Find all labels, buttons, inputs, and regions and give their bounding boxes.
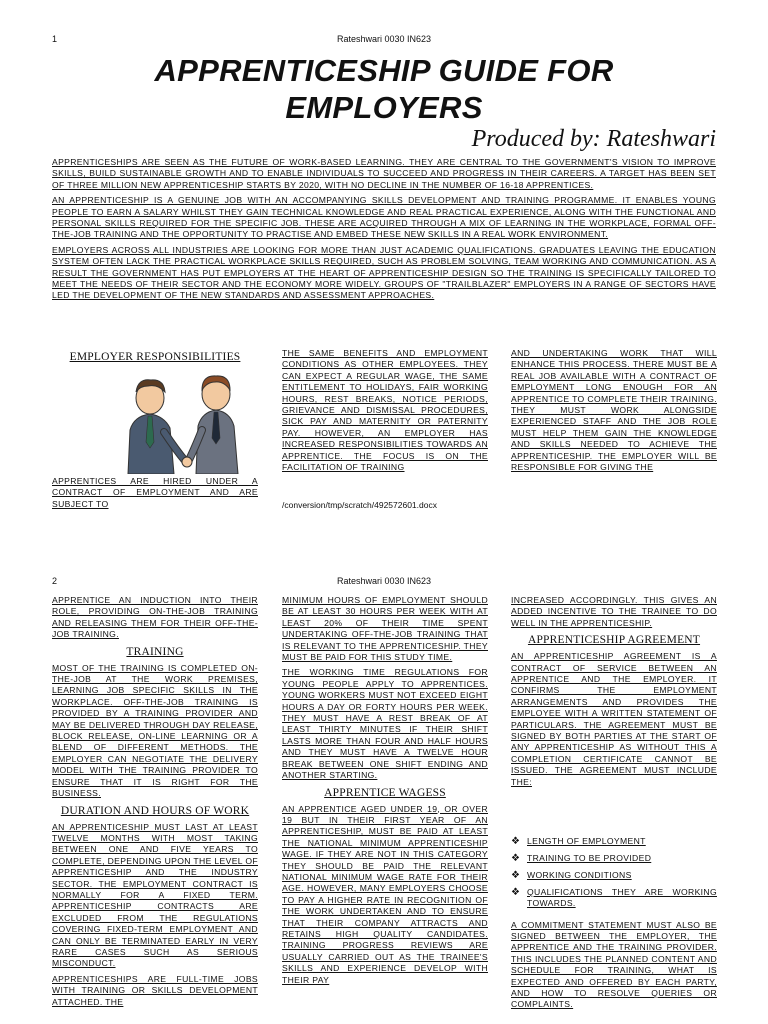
section-heading-wages: APPRENTICE WAGESS <box>324 786 446 799</box>
byline: Produced by: Rateshwari <box>471 126 716 152</box>
header-text: Rateshwari 0030 IN623 <box>336 34 432 44</box>
body-paragraph: THE SAME BENEFITS AND EMPLOYMENT CONDITIONS AS OTHER EMPLOYEES. THEY CAN EXPECT A REGULAR WAGE, THE SAME ENTITLEMENT TO HOLIDAYS, FAIR WORKING HOURS, REST BREAKS, NOTICE PERIODS, GRIEVANCE AND DISMISSAL PROCEDURES, SICK PAY AND MATERNITY OR PATERNITY PAY. HOWEVER, AN EMPLOYER HAS INCREASED RESPONSIBILITIES TOWARDS AN APPRENTICE. THE FOCUS IS ON THE FACILITATION OF TRAINING <box>282 348 488 473</box>
body-paragraph: THE WORKING TIME REGULATIONS FOR YOUNG PEOPLE APPLY TO APPRENTICES. YOUNG WORKERS MUST NOT EXCEED EIGHT HOURS A DAY OR FORTY HOURS PER WEEK. THEY MUST HAVE A REST BREAK OF AT LEAST THIRTY MINUTES IF THEIR SHIFT LASTS MORE THAN FOUR AND HALF HOURS AND THEY MUST HAVE A TWELVE HOUR BREAK BETWEEN ONE SHIFT ENDING AND ANOTHER STARTING. <box>282 667 488 781</box>
body-paragraph: INCREASED ACCORDINGLY. THIS GIVES AN ADDED INCENTIVE TO THE TRAINEE TO DO WELL IN THE APPRENTICESHIP. <box>511 595 717 628</box>
body-paragraph: AN APPRENTICESHIP AGREEMENT IS A CONTRACT OF SERVICE BETWEEN AN APPRENTICE AND THE EMPLOYER. IT CONFIRMS THE EMPLOYMENT ARRANGEMENTS AND PROVIDES THE EMPLOYEE WITH A WRITTEN STATEMENT OF PARTICULARS. THE AGREEMENT MUST BE SIGNED BY BOTH PARTIES AT THE START OF ANY APPRENTICESHIP AS WITHOUT THIS A COMPLETION CERTIFICATE CANNOT BE ISSUED. THE AGREEMENT MUST INCLUDE THE: <box>511 651 717 787</box>
column-1 <box>52 348 258 514</box>
body-paragraph: APPRENTICES ARE HIRED UNDER A CONTRACT OF EMPLOYMENT AND ARE SUBJECT TO <box>52 476 258 509</box>
diamond-bullet-icon: ❖ <box>511 853 521 864</box>
body-paragraph: AN APPRENTICE AGED UNDER 19, OR OVER 19 BUT IN THEIR FIRST YEAR OF AN APPRENTICESHIP, MUST BE PAID AT LEAST THE NATIONAL MINIMUM APPRENTICESHIP WAGE. IF THEY ARE NOT IN THIS CATEGORY THEY SHOULD BE PAID THE RELEVANT NATIONAL MINIMUM WAGE RATE FOR THEIR AGE. HOWEVER, MANY EMPLOYERS CHOOSE TO PAY A HIGHER RATE IN RECOGNITION OF THE WORK UNDERTAKEN AND TO ENSURE THAT THEIR COMPANY ATTRACTS AND RETAINS HIGH QUALITY CANDIDATES. TRAINING PROGRESS REVIEWS ARE USUALLY CARRIED OUT AS THE TRAINEE'S SKILLS AND EXPERIENCE DEVELOP WITH THEIR PAY <box>282 803 488 985</box>
page-header <box>0 34 768 48</box>
body-paragraph: MOST OF THE TRAINING IS COMPLETED ON-THE-JOB AT THE WORK PREMISES, LEARNING JOB SPECIFIC SKILLS IN THE WORKPLACE. OFF-THE-JOB TRAINING IS PROVIDED BY A TRAINING PROVIDER AND MAY BE DELIVERED THROUGH DAY RELEASE, BLOCK RELEASE, ON-LINE LEARNING OR A BLEND OF DIFFERENT METHODS. THE EMPLOYER CAN NEGOTIATE THE DELIVERY MODEL WITH THE TRAINING PROVIDER TO ENSURE THAT IT IS RIGHT FOR THE BUSINESS. <box>52 662 258 799</box>
body-paragraph: AND UNDERTAKING WORK THAT WILL ENHANCE THIS PROCESS. THERE MUST BE A REAL JOB AVAILABLE WITH A CONTRACT OF EMPLOYMENT LONG ENOUGH FOR AN APPRENTICE TO COMPLETE THEIR TRAINING. THEY MUST WORK ALONGSIDE EXPERIENCED STAFF AND THE JOB ROLE MUST HELP THEM GAIN THE KNOWLEDGE AND SKILLS NEEDED TO ACHIEVE THE APPRENTICESHIP. THE EMPLOYER WILL BE RESPONSIBLE FOR GIVING THE <box>511 348 717 473</box>
page-number: 1 <box>52 34 58 44</box>
title-line-2: EMPLOYERS <box>285 90 483 125</box>
section-heading-agreement: APPRENTICESHIP AGREEMENT <box>527 634 701 647</box>
diamond-bullet-icon: ❖ <box>511 886 521 898</box>
list-item: ❖ QUALIFICATIONS THEY ARE WORKING TOWARDS. <box>511 886 717 909</box>
intro-paragraph: APPRENTICESHIPS ARE SEEN AS THE FUTURE OF WORK-BASED LEARNING. THEY ARE CENTRAL TO THE GOVERNMENT'S VISION TO IMPROVE SKILLS, BUILD SUSTAINABLE GROWTH AND TO ENABLE INDIVIDUALS TO SUCCEED AND PROGRESS IN THEIR CAREERS. A TARGET HAS BEEN SET OF THREE MILLION NEW APPRENTICESHIP STARTS BY 2020, WITH NO DECLINE IN THE NUMBER OF 16-18 APPRENTICES. <box>52 157 716 190</box>
header-text: Rateshwari 0030 IN623 <box>336 576 432 586</box>
section-heading-training: TRAINING <box>126 645 184 658</box>
diamond-bullet-icon: ❖ <box>511 836 521 848</box>
column-3 <box>511 348 717 477</box>
column-2 <box>282 595 488 990</box>
intro-paragraph: AN APPRENTICESHIP IS A GENUINE JOB WITH AN ACCOMPANYING SKILLS DEVELOPMENT AND TRAINING PROGRAMME. IT ENABLES YOUNG PEOPLE TO EARN A SALARY WHILST THEY GAIN TECHNICAL KNOWLEDGE AND REAL PRACTICAL EXPERIENCE, ALONG WITH THE FUNCTIONAL AND PERSONAL SKILLS REQUIRED FOR THE SPECIFIC JOB. THESE ARE ACQUIRED THROUGH A MIX OF LEARNING IN THE WORKPLACE, FORMAL OFF-THE-JOB TRAINING AND THE OPPORTUNITY TO PRACTISE AND EMBED THESE NEW SKILLS IN A REAL WORK ENVIRONMENT. <box>52 195 716 240</box>
handshake-illustration <box>52 370 258 474</box>
list-item: ❖ WORKING CONDITIONS <box>511 869 632 881</box>
section-heading-duration: DURATION AND HOURS OF WORK <box>60 804 250 817</box>
title-line-1: APPRENTICESHIP GUIDE FOR <box>154 53 614 88</box>
column-3 <box>511 595 717 1015</box>
handshake-icon <box>52 370 258 474</box>
body-paragraph: MINIMUM HOURS OF EMPLOYMENT SHOULD BE AT LEAST 30 HOURS PER WEEK WITH AT LEAST 20% OF THEIR TIME SPENT UNDERTAKING OFF-THE-JOB TRAINING THAT IS RELEVANT TO THE APPRENTICESHIP. THEY MUST BE PAID FOR THIS STUDY TIME. <box>282 595 488 663</box>
intro-section <box>52 157 716 306</box>
list-item: ❖ TRAINING TO BE PROVIDED <box>511 853 652 864</box>
agreement-requirements-list <box>511 836 717 910</box>
document-title <box>52 52 716 126</box>
column-2 <box>282 348 488 477</box>
body-paragraph: AN APPRENTICESHIP MUST LAST AT LEAST TWELVE MONTHS WITH MOST TAKING BETWEEN ONE AND FIVE YEARS TO COMPLETE, DEPENDING UPON THE LEVEL OF APPRENTICESHIP AND THE INDUSTRY SECTOR. THE EMPLOYMENT CONTRACT IS NORMALLY FOR A FIXED TERM. APPRENTICESHIP CONTRACTS ARE EXCLUDED FROM THE REGULATIONS COVERING FIXED-TERM EMPLOYMENT AND CAN ONLY BE TERMINATED EARLY IN VERY RARE CASES SUCH AS SERIOUS MISCONDUCT. <box>52 821 258 969</box>
body-paragraph: A COMMITMENT STATEMENT MUST ALSO BE SIGNED BETWEEN THE EMPLOYER, THE APPRENTICE AND THE TRAINING PROVIDER. THIS INCLUDES THE PLANNED CONTENT AND SCHEDULE FOR TRAINING, WHAT IS EXPECTED AND OFFERED BY EACH PARTY, AND HOW TO RESOLVE QUERIES OR COMPLAINTS. <box>511 919 717 1010</box>
page-footer: /conversion/tmp/scratch/492572601.docx <box>282 500 437 510</box>
section-heading-employer-responsibilities: EMPLOYER RESPONSIBILITIES <box>69 351 241 363</box>
page-number: 2 <box>52 576 58 586</box>
list-item: ❖ LENGTH OF EMPLOYMENT <box>511 836 646 848</box>
page-header <box>0 576 768 590</box>
column-1 <box>52 595 258 1012</box>
intro-paragraph: EMPLOYERS ACROSS ALL INDUSTRIES ARE LOOKING FOR MORE THAN JUST ACADEMIC QUALIFICATIONS. GRADUATES LEAVING THE EDUCATION SYSTEM OFTEN LACK THE PRACTICAL WORKPLACE SKILLS REQUIRED, SUCH AS PROBLEM SOLVING, TEAM WORKING AND COMMUNICATION. AS A RESULT THE GOVERNMENT HAS PUT EMPLOYERS AT THE HEART OF APPRENTICESHIP DESIGN SO THE TRAINING IS SPECIFICALLY TAILORED TO MEET THE NEEDS OF THEIR SECTOR AND THE ECONOMY MORE WIDELY. GROUPS OF "TRAILBLAZER" EMPLOYERS IN A RANGE OF SECTORS HAVE LED THE DEVELOPMENT OF THE NEW STANDARDS AND ASSESSMENT APPROACHES. <box>52 244 716 301</box>
document-page-2 <box>0 570 768 1024</box>
body-paragraph: APPRENTICE AN INDUCTION INTO THEIR ROLE, PROVIDING ON-THE-JOB TRAINING AND RELEASING THEM FOR THEIR OFF-THE-JOB TRAINING. <box>52 595 258 640</box>
diamond-bullet-icon: ❖ <box>511 869 521 881</box>
body-paragraph: APPRENTICESHIPS ARE FULL-TIME JOBS WITH TRAINING OR SKILLS DEVELOPMENT ATTACHED. THE <box>52 973 258 1007</box>
